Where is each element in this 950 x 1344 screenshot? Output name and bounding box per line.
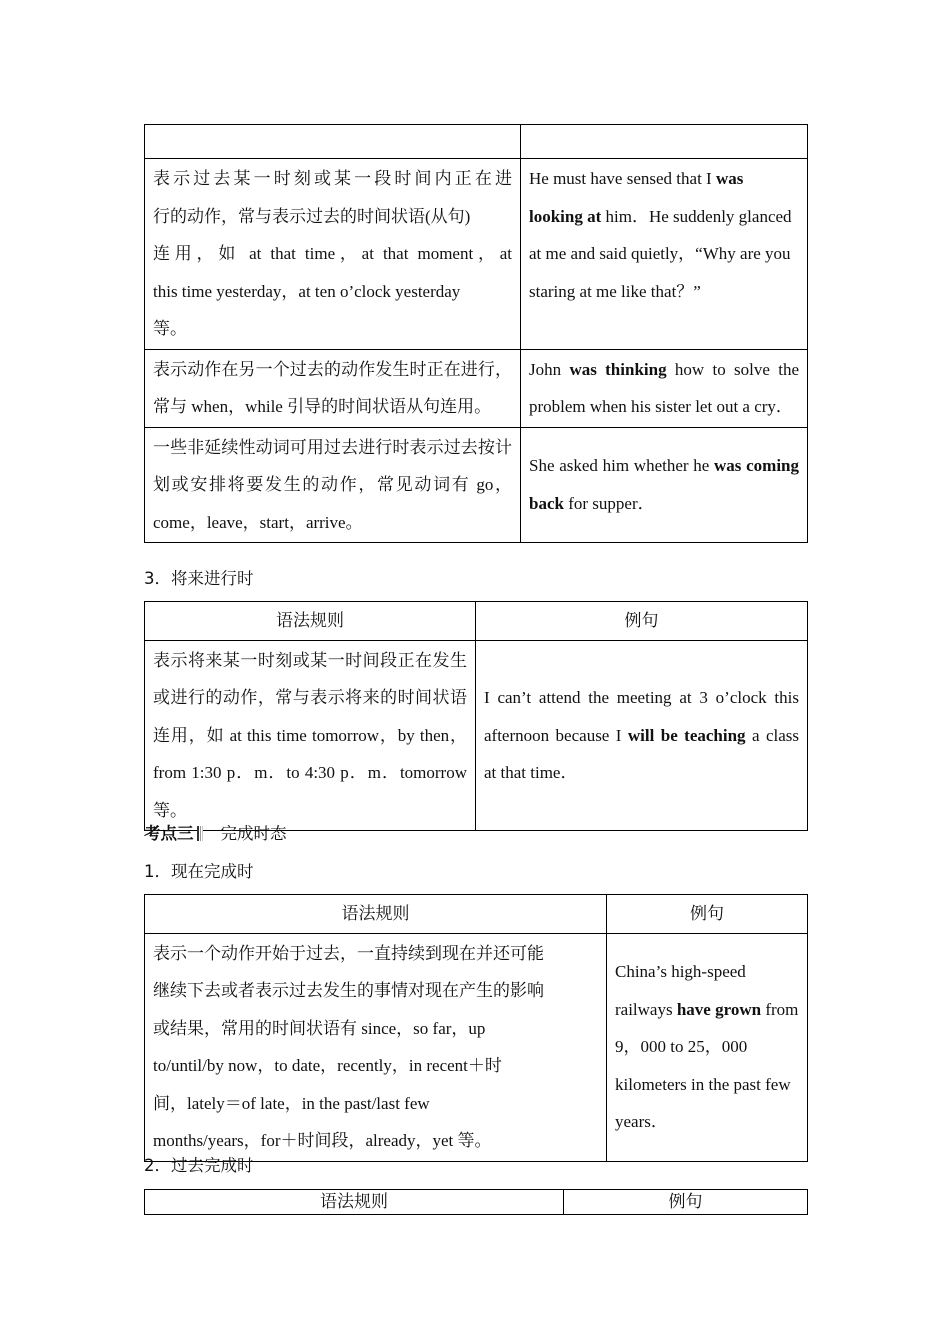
kaodian-heading	[144, 823, 287, 845]
example-text: He must have sensed that I	[529, 169, 716, 188]
example-text: him．He suddenly glanced at me and said quietly，“Why are you staring at me like that？”	[529, 206, 792, 301]
table-header-row	[145, 602, 808, 641]
section-heading: 2．过去完成时	[144, 1156, 254, 1175]
header-example: 例句	[476, 602, 808, 641]
example-highlight: have grown	[676, 999, 762, 1019]
example-text: John	[529, 359, 570, 379]
rule-cell	[145, 933, 607, 1161]
past-perfect-table	[144, 1189, 808, 1215]
example-text: for supper．	[563, 493, 655, 513]
example-text: She asked him whether he	[529, 456, 715, 476]
example-cell	[521, 427, 808, 543]
example-text: China’s high-speed railways	[615, 962, 746, 1019]
header-rule: 语法规则	[145, 602, 476, 641]
rule-line: 或结果，常用的时间状语有 since，so far，up	[153, 1018, 486, 1038]
table-row	[145, 427, 808, 543]
kaodian-label: 考点三	[144, 824, 194, 843]
table-row	[145, 349, 808, 427]
table-row	[145, 933, 808, 1161]
example-cell	[521, 349, 808, 427]
example-highlight: was coming back	[529, 456, 800, 513]
rule-line: 间，lately＝of late，in the past/last few	[153, 1093, 430, 1113]
rule-line: 继续下去或者表示过去发生的事情对现在产生的影响	[153, 981, 544, 1000]
rule-line: to/until/by now，to date，recently，in recent＋时	[153, 1056, 502, 1075]
example-highlight: was looking at	[529, 169, 744, 226]
bar-icon	[197, 826, 203, 841]
section-heading: 1．现在完成时	[144, 862, 254, 881]
rule-line: 表示一个动作开始于过去，一直持续到现在并还可能	[153, 943, 544, 963]
example-text: a class at that time．	[484, 725, 799, 782]
rule-cell: 一些非延续性动词可用过去进行时表示过去按计划或安排将要发生的动作，常见动词有 go，come，leave，start，arrive。	[145, 427, 521, 543]
table-row	[145, 640, 808, 831]
kaodian-title: 完成时态	[220, 824, 287, 843]
example-highlight: was thinking	[569, 359, 667, 379]
rule-line: months/years，for＋时间段，already，yet 等。	[153, 1131, 492, 1150]
example-cell	[521, 159, 808, 350]
table-header-row	[145, 1190, 808, 1215]
rule-line: this time yesterday，at ten o’clock yesterday	[153, 281, 461, 301]
table-header-row	[145, 895, 808, 934]
example-text: from 9，000 to 25，000 kilometers in the past few years．	[615, 999, 799, 1132]
future-progressive-table	[144, 601, 808, 831]
rule-cell	[145, 159, 521, 350]
example-cell	[607, 933, 808, 1161]
header-rule: 语法规则	[145, 1190, 564, 1215]
empty-header-cell	[145, 125, 521, 159]
rule-cell: 表示动作在另一个过去的动作发生时正在进行，常与 when，while 引导的时间状语从句连用。	[145, 349, 521, 427]
example-text: I can’t attend the meeting at 3 o’clock this afternoon because I	[484, 688, 799, 745]
example-cell	[476, 640, 808, 831]
empty-header-cell	[521, 125, 808, 159]
rule-cell: 表示将来某一时刻或某一时间段正在发生或进行的动作，常与表示将来的时间状语连用，如 at this time tomorrow，by then，from 1:30 p．m．to 4:30 p．m．tomorrow 等。	[145, 640, 476, 831]
rule-line: 行的动作，常与表示过去的时间状语(从句)	[153, 206, 471, 226]
past-progressive-table	[144, 124, 808, 543]
example-text: how to solve the problem when his sister let out a cry．	[529, 359, 799, 416]
rule-line: 连用，如 at that time，at that moment，at	[153, 244, 512, 263]
table-header-row	[145, 125, 808, 159]
section-heading: 3．将来进行时	[144, 569, 254, 588]
present-perfect-table	[144, 894, 808, 1162]
rule-line: 等。	[153, 319, 187, 338]
table-row	[145, 159, 808, 350]
header-rule: 语法规则	[145, 895, 607, 934]
rule-line: 表示过去某一时刻或某一段时间内正在进	[153, 169, 512, 188]
example-highlight: will be teaching	[627, 725, 746, 745]
header-example: 例句	[607, 895, 808, 934]
header-example: 例句	[564, 1190, 808, 1215]
